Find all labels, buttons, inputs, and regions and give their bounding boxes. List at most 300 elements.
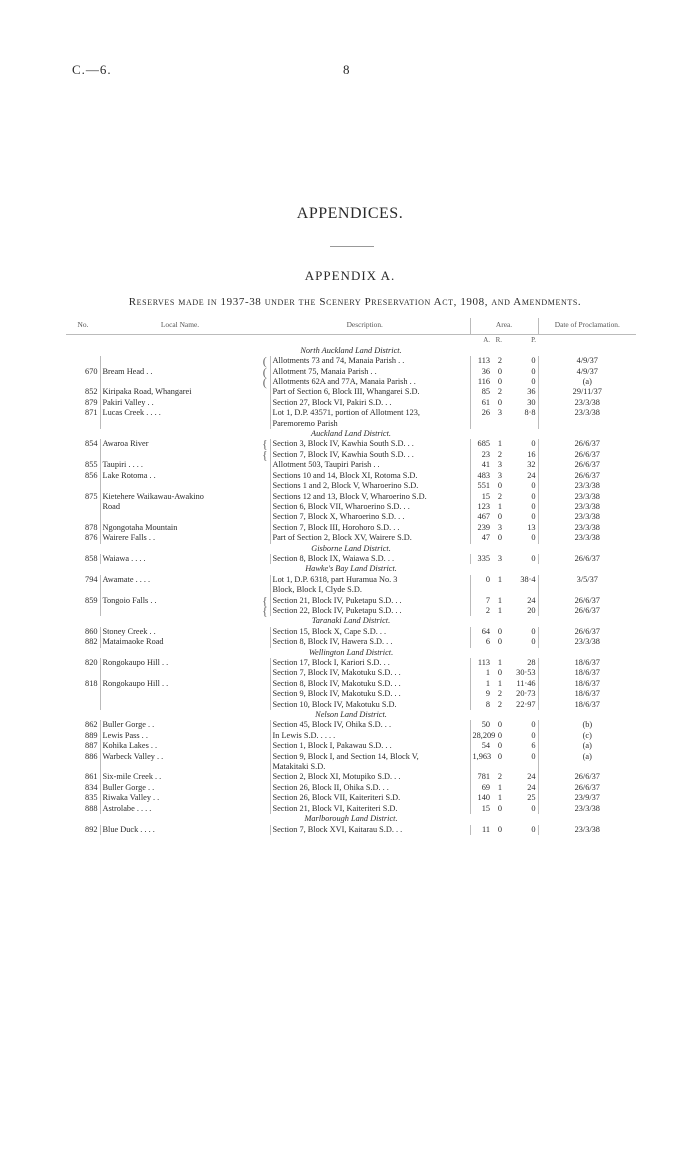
area-units-row xyxy=(66,335,636,346)
proclamation-date: 26/6/37 xyxy=(538,460,636,470)
area-roods: 0 xyxy=(497,512,502,522)
area-perches: 0 xyxy=(531,803,536,813)
area-roods: 1 xyxy=(497,782,502,792)
local-name xyxy=(100,377,260,387)
column-header-description: Description. xyxy=(260,318,470,335)
reserve-number: 855 xyxy=(85,460,98,470)
proclamation-date: 23/9/37 xyxy=(538,793,636,803)
local-name: Rongokaupo Hill . . xyxy=(100,679,260,689)
table-body xyxy=(66,346,636,835)
bracket-glyph xyxy=(260,471,270,481)
bracket-glyph xyxy=(260,575,270,585)
bracket-glyph xyxy=(260,700,270,710)
table-row xyxy=(66,772,636,782)
description: Section 10, Block IV, Makotuku S.D. xyxy=(270,700,470,710)
proclamation-date: 23/3/38 xyxy=(538,533,636,543)
area-roods: 0 xyxy=(497,397,502,407)
column-header-area: Area. xyxy=(470,318,538,335)
table-row xyxy=(66,377,636,387)
table-row xyxy=(66,783,636,793)
proclamation-date: 23/3/38 xyxy=(538,825,636,835)
table-row xyxy=(66,658,636,668)
description: Part of Section 6, Block III, Whangarei S.D. xyxy=(270,387,470,397)
area-roods: 0 xyxy=(497,720,502,730)
reserve-number: 882 xyxy=(85,637,98,647)
local-name: Pakiri Valley . . xyxy=(100,398,260,408)
description: Sections 12 and 13, Block V, Wharoerino S.D. xyxy=(270,492,470,502)
area-roods: 3 xyxy=(497,522,502,532)
table-row xyxy=(66,804,636,814)
area-roods: 1 xyxy=(497,658,502,667)
area-acres: 123 xyxy=(470,502,492,512)
unit-perches: P. xyxy=(531,336,537,345)
reserve-number: 861 xyxy=(85,772,98,782)
bracket-glyph xyxy=(260,502,270,512)
proclamation-date: 23/3/38 xyxy=(538,492,636,502)
table-row xyxy=(66,481,636,491)
bracket-glyph xyxy=(260,783,270,793)
area-acres: 36 xyxy=(470,367,492,377)
local-name xyxy=(100,512,260,522)
bracket-glyph: ( xyxy=(262,375,267,390)
area-perches: 24 xyxy=(527,595,536,605)
bracket-glyph xyxy=(260,637,270,647)
area-acres: 113 xyxy=(470,658,492,668)
area-roods: 2 xyxy=(497,772,502,782)
proclamation-date xyxy=(538,585,636,595)
proclamation-date: (b) xyxy=(538,720,636,730)
bracket-glyph xyxy=(260,720,270,730)
area-roods: 0 xyxy=(497,366,502,376)
local-name: Riwaka Valley . . xyxy=(100,793,260,803)
area-acres: 781 xyxy=(470,772,492,782)
description: Lot 1, D.P. 43571, portion of Allotment 123, xyxy=(270,408,470,418)
description: Section 7, Block X, Wharoerino S.D. . . xyxy=(270,512,470,522)
area-acres: 335 xyxy=(470,554,492,564)
table-row xyxy=(66,398,636,408)
table-row-continuation xyxy=(66,419,636,429)
proclamation-date: 23/3/38 xyxy=(538,481,636,491)
reserve-number xyxy=(66,450,100,460)
table-row xyxy=(66,439,636,449)
area-roods xyxy=(492,585,504,595)
area-acres xyxy=(470,762,492,772)
reserve-number: 888 xyxy=(85,803,98,813)
bracket-glyph xyxy=(260,689,270,699)
table-row xyxy=(66,627,636,637)
proclamation-date: 26/6/37 xyxy=(538,606,636,616)
proclamation-date: 23/3/38 xyxy=(538,804,636,814)
bracket-glyph xyxy=(260,481,270,491)
proclamation-date: (a) xyxy=(538,377,636,387)
description: Allotment 75, Manaia Parish . . xyxy=(270,367,470,377)
local-name xyxy=(100,450,260,460)
bracket-glyph xyxy=(260,658,270,668)
area-perches: 0 xyxy=(531,377,536,387)
table-row xyxy=(66,512,636,522)
bracket-glyph xyxy=(260,512,270,522)
area-acres: 26 xyxy=(470,408,492,418)
table-row xyxy=(66,793,636,803)
proclamation-date: 26/6/37 xyxy=(538,554,636,564)
local-name: Road xyxy=(100,502,260,512)
proclamation-date: 18/6/37 xyxy=(538,700,636,710)
reserve-number: 794 xyxy=(85,574,98,584)
description: Section 8, Block IX, Waiawa S.D. . . xyxy=(270,554,470,564)
description: Section 7, Block IV, Kawhia South S.D. . . xyxy=(270,450,470,460)
local-name: Waiawa . . . . xyxy=(100,554,260,564)
area-acres: 1 xyxy=(470,679,492,689)
reserve-number xyxy=(66,668,100,678)
area-roods: 2 xyxy=(497,699,502,709)
table-row xyxy=(66,523,636,533)
proclamation-date: 18/6/37 xyxy=(538,689,636,699)
description: Matakitaki S.D. xyxy=(270,762,470,772)
reserve-number xyxy=(66,481,100,491)
description: Part of Section 2, Block XV, Wairere S.D. xyxy=(270,533,470,543)
bracket-glyph xyxy=(260,554,270,564)
local-name: Kietehere Waikawau-Awakino xyxy=(100,492,260,502)
local-name: Stoney Creek . . xyxy=(100,627,260,637)
proclamation-date: 26/6/37 xyxy=(538,596,636,606)
description: Allotment 503, Taupiri Parish . . xyxy=(270,460,470,470)
description: Section 9, Block I, and Section 14, Block V, xyxy=(270,752,470,762)
area-perches: 22·97 xyxy=(516,699,536,709)
description: Section 8, Block IV, Makotuku S.D. . . xyxy=(270,679,470,689)
area-acres: 41 xyxy=(470,460,492,470)
area-perches: 24 xyxy=(527,772,536,782)
proclamation-date: (c) xyxy=(538,731,636,741)
proclamation-date: 26/6/37 xyxy=(538,439,636,449)
table-row xyxy=(66,741,636,751)
local-name xyxy=(100,606,260,616)
area-acres: 64 xyxy=(470,627,492,637)
bracket-glyph: ( xyxy=(262,354,267,369)
bracket-glyph xyxy=(260,741,270,751)
description: Section 27, Block VI, Pakiri S.D. . . xyxy=(270,398,470,408)
proclamation-date: 26/6/37 xyxy=(538,627,636,637)
reserve-number: 862 xyxy=(85,720,98,730)
proclamation-date: 18/6/37 xyxy=(538,658,636,668)
table-header-row xyxy=(66,318,636,335)
table-row xyxy=(66,408,636,418)
reserve-number: 834 xyxy=(85,782,98,792)
area-acres xyxy=(470,585,492,595)
local-name: Awaroa River xyxy=(100,439,260,449)
area-acres: 6 xyxy=(470,637,492,647)
proclamation-date: 29/11/37 xyxy=(538,387,636,397)
area-perches: 8·8 xyxy=(524,408,536,418)
bracket-glyph xyxy=(260,398,270,408)
table-row xyxy=(66,689,636,699)
bracket-glyph xyxy=(260,804,270,814)
reserve-number xyxy=(66,700,100,710)
local-name xyxy=(100,585,260,595)
area-acres: 47 xyxy=(470,533,492,543)
area-acres: 685 xyxy=(470,439,492,449)
description: Section 21, Block VI, Kaiteriteri S.D. xyxy=(270,804,470,814)
area-roods: 1 xyxy=(497,793,502,803)
table-row xyxy=(66,387,636,397)
reserve-number: 860 xyxy=(85,626,98,636)
area-acres: 8 xyxy=(470,700,492,710)
area-perches: 0 xyxy=(531,356,536,366)
area-roods: 3 xyxy=(497,460,502,470)
area-roods: 1 xyxy=(497,605,502,615)
area-acres: 15 xyxy=(470,804,492,814)
area-perches: 0 xyxy=(531,512,536,522)
bracket-glyph xyxy=(260,419,270,429)
local-name: Buller Gorge . . xyxy=(100,720,260,730)
running-header-left: C.—6. xyxy=(72,62,112,77)
area-perches: 0 xyxy=(531,533,536,543)
area-perches: 25 xyxy=(527,793,536,803)
area-perches: 16 xyxy=(527,449,536,459)
table-row xyxy=(66,367,636,377)
local-name: Ngongotaha Mountain xyxy=(100,523,260,533)
reserve-number xyxy=(66,762,100,772)
reserve-number: 835 xyxy=(85,793,98,803)
appendix-heading: APPENDIX A. xyxy=(304,268,396,283)
area-roods: 1 xyxy=(497,439,502,449)
proclamation-date: (a) xyxy=(538,752,636,762)
area-perches: 30 xyxy=(527,397,536,407)
reserve-number xyxy=(66,419,100,429)
area-perches xyxy=(504,585,538,595)
proclamation-date: 26/6/37 xyxy=(538,772,636,782)
reserve-number xyxy=(66,356,100,366)
reserve-number: 892 xyxy=(85,824,98,834)
bracket-glyph xyxy=(260,492,270,502)
reserve-number: 876 xyxy=(85,533,98,543)
district-heading-row xyxy=(66,710,636,720)
local-name: Bream Head . . xyxy=(100,367,260,377)
proclamation-date: 18/6/37 xyxy=(538,668,636,678)
area-perches: 0 xyxy=(531,491,536,501)
description: Section 7, Block IV, Makotuku S.D. . . xyxy=(270,668,470,678)
table-row-continuation xyxy=(66,585,636,595)
table-row xyxy=(66,575,636,585)
area-acres: 551 xyxy=(470,481,492,491)
area-acres: 61 xyxy=(470,398,492,408)
description: Section 26, Block VII, Kaiteriteri S.D. xyxy=(270,793,470,803)
reserve-number: 818 xyxy=(85,678,98,688)
district-heading-row xyxy=(66,544,636,554)
description: Section 3, Block IV, Kawhia South S.D. . . xyxy=(270,439,470,449)
area-roods: 2 xyxy=(497,689,502,699)
area-roods: 2 xyxy=(497,387,502,397)
description: Section 26, Block II, Ohika S.D. . . xyxy=(270,783,470,793)
bracket-glyph xyxy=(260,793,270,803)
table-row xyxy=(66,533,636,543)
area-acres: 9 xyxy=(470,689,492,699)
area-acres: 15 xyxy=(470,492,492,502)
land-district-heading: North Auckland Land District. xyxy=(300,345,402,355)
description: Section 7, Block III, Horohoro S.D. . . xyxy=(270,523,470,533)
area-acres: 1 xyxy=(470,668,492,678)
reserve-number: 859 xyxy=(85,595,98,605)
bracket-glyph: { xyxy=(262,437,268,452)
land-district-heading: Wellington Land District. xyxy=(308,647,394,657)
page-title: APPENDICES. xyxy=(296,205,404,222)
area-roods: 2 xyxy=(497,449,502,459)
area-roods: 3 xyxy=(497,408,502,418)
table-row xyxy=(66,825,636,835)
local-name xyxy=(100,700,260,710)
area-roods: 0 xyxy=(497,741,502,751)
bracket-glyph: { xyxy=(262,603,268,618)
area-roods: 0 xyxy=(497,481,502,491)
area-roods: 1 xyxy=(497,574,502,584)
proclamation-date: 26/6/37 xyxy=(538,450,636,460)
table-row xyxy=(66,668,636,678)
area-acres: 467 xyxy=(470,512,492,522)
area-acres xyxy=(470,419,492,429)
local-name: Taupiri . . . . xyxy=(100,460,260,470)
area-perches: 20 xyxy=(527,605,536,615)
area-acres: 50 xyxy=(470,720,492,730)
bracket-glyph xyxy=(260,627,270,637)
land-district-heading: Marlborough Land District. xyxy=(304,814,398,824)
local-name: Awamate . . . . xyxy=(100,575,260,585)
description: Section 9, Block IV, Makotuku S.D. . . xyxy=(270,689,470,699)
reserve-number xyxy=(66,689,100,699)
proclamation-date: 26/6/37 xyxy=(538,783,636,793)
area-roods: 0 xyxy=(497,803,502,813)
page-number: 8 xyxy=(343,62,350,77)
unit-roods: R. xyxy=(495,336,502,345)
area-acres: 23 xyxy=(470,450,492,460)
table-row xyxy=(66,492,636,502)
title-divider xyxy=(330,246,374,247)
description: Section 17, Block I, Kariori S.D. . . xyxy=(270,658,470,668)
table-row xyxy=(66,460,636,470)
area-roods xyxy=(492,762,504,772)
area-perches: 11·46 xyxy=(516,678,536,688)
area-perches: 20·73 xyxy=(516,689,536,699)
local-name: Kiripaka Road, Whangarei xyxy=(100,387,260,397)
proclamation-date xyxy=(538,419,636,429)
reserve-number xyxy=(66,502,100,512)
proclamation-date: (a) xyxy=(538,741,636,751)
area-perches: 24 xyxy=(527,470,536,480)
area-perches: 0 xyxy=(531,501,536,511)
area-acres: 54 xyxy=(470,741,492,751)
local-name: Lucas Creek . . . . xyxy=(100,408,260,418)
column-header-date: Date of Proclamation. xyxy=(538,318,636,335)
area-acres: 28,209 xyxy=(470,731,492,741)
area-roods: 2 xyxy=(497,356,502,366)
table-row-continuation xyxy=(66,762,636,772)
area-perches: 6 xyxy=(531,741,536,751)
description: Section 6, Block VII, Wharoerino S.D. . . xyxy=(270,502,470,512)
district-heading-row xyxy=(66,616,636,626)
area-perches: 0 xyxy=(531,626,536,636)
local-name: Rongokaupo Hill . . xyxy=(100,658,260,668)
table-row xyxy=(66,471,636,481)
area-acres: 116 xyxy=(470,377,492,387)
table-row xyxy=(66,752,636,762)
area-roods: 1 xyxy=(497,678,502,688)
area-roods: 0 xyxy=(497,533,502,543)
local-name: Astrolabe . . . . xyxy=(100,804,260,814)
local-name xyxy=(100,356,260,366)
area-perches xyxy=(504,762,538,772)
reserve-number: 856 xyxy=(85,470,98,480)
bracket-glyph xyxy=(260,762,270,772)
area-acres: 85 xyxy=(470,387,492,397)
table-row xyxy=(66,679,636,689)
proclamation-date: 3/5/37 xyxy=(538,575,636,585)
reserve-number: 871 xyxy=(85,408,98,418)
local-name: Lewis Pass . . xyxy=(100,731,260,741)
district-heading-row xyxy=(66,814,636,824)
description: Lot 1, D.P. 6318, part Huramua No. 3 xyxy=(270,575,470,585)
column-header-local-name: Local Name. xyxy=(100,318,260,335)
area-perches: 32 xyxy=(527,460,536,470)
reserve-number: 852 xyxy=(85,387,98,397)
area-perches: 38·4 xyxy=(520,574,536,584)
bracket-glyph xyxy=(260,825,270,835)
area-roods: 0 xyxy=(497,824,502,834)
area-acres: 0 xyxy=(470,575,492,585)
proclamation-date: 23/3/38 xyxy=(538,512,636,522)
area-perches: 0 xyxy=(531,366,536,376)
area-roods xyxy=(492,419,504,429)
reserve-number xyxy=(66,377,100,387)
area-roods: 2 xyxy=(497,491,502,501)
area-perches: 30·53 xyxy=(516,668,536,678)
area-perches: 0 xyxy=(531,553,536,563)
bracket-glyph: { xyxy=(262,447,268,462)
local-name: Tongoio Falls . . xyxy=(100,596,260,606)
local-name xyxy=(100,481,260,491)
local-name xyxy=(100,668,260,678)
reserve-number: 854 xyxy=(85,439,98,449)
reserves-table xyxy=(66,318,636,835)
local-name: Mataimaoke Road xyxy=(100,637,260,647)
local-name xyxy=(100,419,260,429)
table-caption: Reserves made in 1937-38 under the Scenery Preservation Act, 1908, and Amendments. xyxy=(128,296,582,308)
reserve-number: 878 xyxy=(85,522,98,532)
area-roods: 0 xyxy=(497,730,502,740)
reserve-number: 879 xyxy=(85,397,98,407)
area-perches: 36 xyxy=(527,387,536,397)
proclamation-date: 4/9/37 xyxy=(538,367,636,377)
description: Paremoremo Parish xyxy=(270,419,470,429)
proclamation-date: 18/6/37 xyxy=(538,679,636,689)
reserve-number: 887 xyxy=(85,741,98,751)
table-row xyxy=(66,731,636,741)
area-roods: 0 xyxy=(497,668,502,678)
area-roods: 0 xyxy=(497,751,502,761)
reserve-number xyxy=(66,512,100,522)
land-district-heading: Taranaki Land District. xyxy=(311,616,391,626)
table-row xyxy=(66,502,636,512)
area-perches: 0 xyxy=(531,439,536,449)
description: Section 15, Block X, Cape S.D. . . xyxy=(270,627,470,637)
bracket-glyph xyxy=(260,668,270,678)
proclamation-date xyxy=(538,762,636,772)
area-acres: 7 xyxy=(470,596,492,606)
description: Allotments 73 and 74, Manaia Parish . . xyxy=(270,356,470,366)
area-perches: 24 xyxy=(527,782,536,792)
area-perches: 13 xyxy=(527,522,536,532)
description: Sections 1 and 2, Block V, Wharoerino S.D. xyxy=(270,481,470,491)
bracket-glyph xyxy=(260,408,270,418)
proclamation-date: 26/6/37 xyxy=(538,471,636,481)
area-perches: 0 xyxy=(531,824,536,834)
